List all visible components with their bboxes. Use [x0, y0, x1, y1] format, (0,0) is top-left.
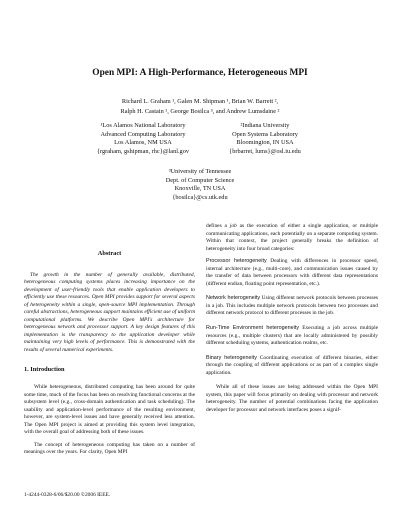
definition-network-heterogeneity	[206, 295, 378, 318]
copyright-footer: 1-4244-0328-6/06/$20.00 ©2006 IEEE.	[24, 492, 111, 498]
affiliation-iu	[210, 122, 320, 156]
job-definition-paragraph	[206, 223, 378, 253]
text-run: defines a	[206, 223, 230, 229]
right-column	[206, 223, 378, 419]
affiliation-line: Bloomington, IN USA	[236, 139, 294, 147]
affiliation-email: {brbarret, lums}@osl.iu.edu	[229, 147, 301, 155]
focus-paragraph: While all of these issues are being addressed within the Open MPI system, this paper will focus primarily on dealing with processor and network heterogeneity. The number of potential combinations facing the application developer for processor and network interfaces poses a signif-	[206, 384, 378, 413]
affiliation-line: ³University of Tennessee	[168, 168, 232, 175]
left-column	[24, 250, 195, 462]
definition-body: Dealing with differences in processor speed, internal architecture (e.g., multi-core), and communication issues caused by the transfer of data between processors with different data representations (different endian, floating point representation, etc.).	[206, 258, 378, 287]
affiliation-line: Dept. of Computer Science	[165, 176, 235, 184]
definition-runtime-heterogeneity	[206, 325, 378, 348]
authors-line-2: Ralph H. Castain ¹, George Bosilca ³, and Andrew Lumsdaine ²	[120, 107, 280, 115]
affiliation-ut	[145, 168, 255, 202]
paper-title: Open MPI: A High-Performance, Heterogeneous MPI	[92, 68, 308, 78]
abstract-heading: Abstract	[97, 250, 122, 257]
definition-binary-heterogeneity	[206, 355, 378, 378]
definition-body: Executing a job across multiple resources (e.g., multiple clusters) that are locally administered by possibly different scheduling systems, authentication realms, etc.	[206, 325, 378, 347]
affiliation-email: {bosilca}@cs.utk.edu	[172, 193, 228, 201]
affiliation-line: Open Systems Laboratory	[232, 130, 298, 138]
definition-term: Run-Time Environment heterogeneity	[206, 325, 300, 332]
author-list	[0, 97, 400, 116]
affiliation-line: Knoxville, TN USA	[174, 185, 226, 193]
affiliation-email: {rgraham, gshipman, rhc}@lanl.gov	[97, 147, 189, 155]
affiliation-lanl	[88, 122, 198, 156]
section-heading-introduction: 1. Introduction	[24, 365, 65, 373]
intro-paragraph-1: While heterogeneous, distributed computing has been around for quite some time, much of the focus has been on resolving functional concerns at the subsystem level (e.g., cross-domain authentication and task scheduling). The usability and application-level performance of the resulting environment, however, are system-level issues and have generally received less attention. The Open MPI project is aimed at providing this system level integration, with the overall goal of addressing both of these issues.	[24, 384, 195, 436]
definition-term: Binary heterogeneity	[206, 354, 257, 361]
affiliation-line: ¹Los Alamos National Laboratory	[100, 122, 186, 129]
abstract-text: The growth in the number of generally available, distributed, heterogeneous computing systems places increasing importance on the development of user-friendly tools that enable application developers to efficiently use these resources. Open MPI provides support for several aspects of heterogeneity within a single, open-source MPI implementation. Through careful abstractions, heterogeneous support maintains efficient use of uniform computational platforms. We describe Open MPI's architecture for heterogeneous network and processor support. A key design features of this implementation is the transparency to the application developer while maintaining very high levels of performance. This is demonstrated with the results of several numerical experiments.	[24, 271, 195, 354]
authors-line-1: Richard L. Graham ¹, Galen M. Shipman ¹, Brian W. Barrett ²,	[121, 98, 279, 105]
intro-paragraph-2: The concept of heterogeneous computing has taken on a number of meanings over the years. For clarity, Open MPI	[24, 441, 195, 456]
definition-term: Processor heterogeneity	[206, 258, 267, 265]
emphasis-job: job	[229, 223, 237, 229]
text-run: as the execution of either a single application, or multiple communicating applications, each potentially on a separate computing system. Within that context, the project generally breaks the definition of heterogeneity into four broad categories:	[206, 223, 378, 252]
definition-body: Coordinating execution of different binaries, either through the coupling of different applications or as part of a complex single application.	[206, 354, 379, 376]
affiliation-line: Los Alamos, NM USA	[114, 139, 172, 147]
affiliation-line: Advanced Computing Laboratory	[100, 130, 186, 138]
definition-term: Network heterogeneity	[206, 295, 261, 302]
definition-processor-heterogeneity	[206, 258, 378, 288]
affiliation-line: ²Indiana University	[240, 122, 290, 129]
definition-body: Using different network protocols between processes in a job. This includes multiple network protocols between two processes and different network protocol to different processes in the job.	[206, 295, 378, 317]
